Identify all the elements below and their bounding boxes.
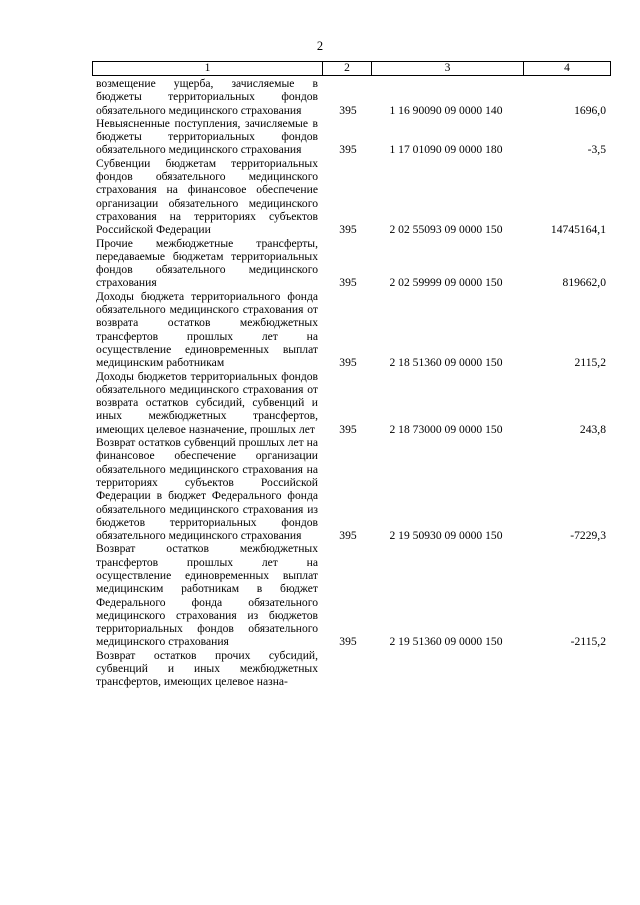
table-row — [96, 237, 606, 290]
budget-classification-code: 2 02 59999 09 0000 150 — [389, 276, 503, 290]
budget-classification-code: 2 18 51360 09 0000 150 — [389, 356, 503, 370]
income-description: Прочие межбюджетные трансферты, передаваемые бюджетам территориальных фондов обязательного медицинского страхования — [96, 236, 318, 290]
income-description: Невыясненные поступления, зачисляемые в бюджеты территориальных фондов обязательного медицинского страхования — [96, 116, 318, 157]
table-row — [96, 436, 606, 542]
column-header-2: 2 — [323, 62, 372, 76]
amount: 819662,0 — [562, 276, 606, 290]
page-number: 2 — [316, 39, 324, 53]
admin-code: 395 — [339, 635, 357, 649]
amount: -2115,2 — [570, 635, 606, 649]
table-row — [96, 77, 606, 117]
table-row — [96, 542, 606, 648]
income-description: Возврат остатков межбюджетных трансфертов прошлых лет на осуществление единовременных выплат медицинским работникам в бюджет Федерального фонда обязательного медицинского страхования из бюджетов территориальных фондов обязательного медицинского страхования — [96, 542, 318, 649]
income-description: Доходы бюджетов территориальных фондов обязательного медицинского страхования от возврата остатков субсидий, субвенций и иных межбюджетных трансфертов, имеющих целевое назначение, прошлых лет — [96, 369, 318, 436]
admin-code: 395 — [339, 529, 357, 543]
income-description: возмещение ущерба, зачисляемые в бюджеты территориальных фондов обязательного медицинского страхования — [96, 77, 318, 117]
amount: -7229,3 — [570, 529, 606, 543]
table-row — [96, 117, 606, 157]
table-row — [96, 290, 606, 370]
income-table-body — [96, 77, 606, 689]
admin-code: 395 — [339, 276, 357, 290]
budget-classification-code: 2 19 51360 09 0000 150 — [389, 635, 503, 649]
budget-classification-code: 2 19 50930 09 0000 150 — [389, 529, 503, 543]
amount: 14745164,1 — [550, 223, 606, 237]
income-description: Доходы бюджета территориального фонда обязательного медицинского страхования от возврата остатков межбюджетных трансфертов прошлых лет на осуществление единовременных выплат медицинским работникам — [96, 289, 318, 370]
admin-code: 395 — [339, 103, 357, 117]
income-description: Возврат остатков субвенций прошлых лет на финансовое обеспечение организации обязательного медицинского страхования на территориях субъектов Российской Федерации в бюджет Федерального фонда обязательного медицинского страхования из бюджетов территориальных фондов обязательного медицинского страхования — [96, 436, 318, 543]
column-header-1: 1 — [93, 62, 323, 76]
column-header-4: 4 — [524, 62, 611, 76]
income-description: Возврат остатков прочих субсидий, субвенций и иных межбюджетных трансфертов, имеющих целевое назна- — [96, 648, 318, 689]
column-number-header — [92, 61, 611, 76]
table-row — [96, 649, 606, 689]
admin-code: 395 — [339, 223, 357, 237]
column-header-3: 3 — [372, 62, 524, 76]
admin-code: 395 — [339, 143, 357, 157]
admin-code: 395 — [339, 422, 357, 436]
amount: 1696,0 — [574, 103, 606, 117]
table-row — [96, 370, 606, 436]
table-row — [96, 157, 606, 237]
amount: 2115,2 — [574, 356, 606, 370]
budget-classification-code: 1 16 90090 09 0000 140 — [389, 103, 503, 117]
budget-classification-code: 1 17 01090 09 0000 180 — [389, 143, 503, 157]
amount: 243,8 — [579, 422, 606, 436]
income-description: Субвенции бюджетам территориальных фондов обязательного медицинского страхования на финансовое обеспечение организации обязательного медицинского страхования на территориях субъектов Российской Федерации — [96, 156, 318, 237]
admin-code: 395 — [339, 356, 357, 370]
amount: -3,5 — [587, 143, 606, 157]
budget-classification-code: 2 02 55093 09 0000 150 — [389, 223, 503, 237]
budget-classification-code: 2 18 73000 09 0000 150 — [389, 422, 503, 436]
